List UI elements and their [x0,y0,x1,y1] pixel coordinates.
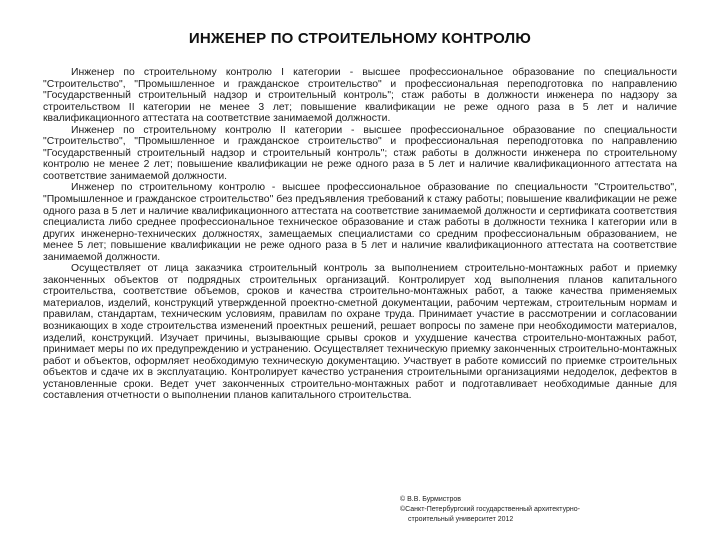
footer-author: © В.В. Бурмистров [400,496,461,503]
copyright-footer [400,495,700,525]
document-body [43,67,677,402]
footer-university-line1: ©Санкт-Петербургский государственный архитектурно- [400,506,580,513]
page-title: ИНЖЕНЕР ПО СТРОИТЕЛЬНОМУ КОНТРОЛЮ [188,30,532,47]
paragraph-duties: Осуществляет от лица заказчика строительный контроль за выполнением строительно-монтажных работ и приемку законченных объектов от подрядных строительных организаций. Контролирует ход выполнения планов капитального строительства, соответствие объемов, сроков и качества строительно-монтажных работ, а также качества применяемых материалов, изделий, конструкций утвержденной проектно-сметной документации, рабочим чертежам, строительным нормам и правилам, стандартам, техническим условиям, правилам по охране труда. Принимает участие в рассмотрении и согласовании возникающих в ходе строительства изменений проектных решений, решает вопросы по замене при необходимости материалов, изделий, конструкций. Изучает причины, вызывающие срывы сроков и ухудшение качества строительно-монтажных работ, принимает меры по их предупреждению и устранению. Осуществляет техническую приемку законченных строительно-монтажных работ и объектов, оформляет необходимую техническую документацию. Участвует в работе комиссий по приемке строительных объектов и сдаче их в эксплуатацию. Контролирует качество устранения строительными организациями недоделок, дефектов в установленные сроки. Ведет учет законченных строительно-монтажных работ и подготавливает необходимые данные для составления отчетности о выполнении планов капитального строительства. [43,263,677,402]
footer-university-line2: строительный университет 2012 [408,516,514,523]
paragraph-engineer: Инженер по строительному контролю - высшее профессиональное образование по специальности "Строительство", "Промышленное и гражданское строительство" без предъявления требований к стажу работы; повышение квалификации не реже одного раза в 5 лет и наличие квалификационного аттестата на соответствие занимаемой должности и сертификата соответствия специалиста либо среднее профессиональное техническое образование и стаж работы в должности техника I категории или в других инженерно-технических должностях, замещаемых специалистами со средним профессиональным образованием, не менее 5 лет; повышение квалификации не реже одного раза в 5 лет и наличие квалификационного аттестата на соответствие занимаемой должности. [43,182,677,263]
paragraph-category-1: Инженер по строительному контролю I категории - высшее профессиональное образование по специальности "Строительство", "Промышленное и гражданское строительство" и профессиональная переподготовка по направлению "Государственный строительный надзор и строительный контроль"; стаж работы в должности инженера по надзору за строительством II категории не менее 3 лет; повышение квалификации не реже одного раза в 5 лет и наличие квалификационного аттестата на соответствие занимаемой должности. [43,67,677,125]
paragraph-category-2: Инженер по строительному контролю II категории - высшее профессиональное образование по специальности "Строительство", "Промышленное и гражданское строительство" и профессиональная переподготовка по направлению "Государственный строительный надзор и строительный контроль"; стаж работы в должности инженера по строительному контролю не менее 2 лет; повышение квалификации не реже одного раза в 5 лет и наличие квалификационного аттестата на соответствие занимаемой должности. [43,124,677,182]
